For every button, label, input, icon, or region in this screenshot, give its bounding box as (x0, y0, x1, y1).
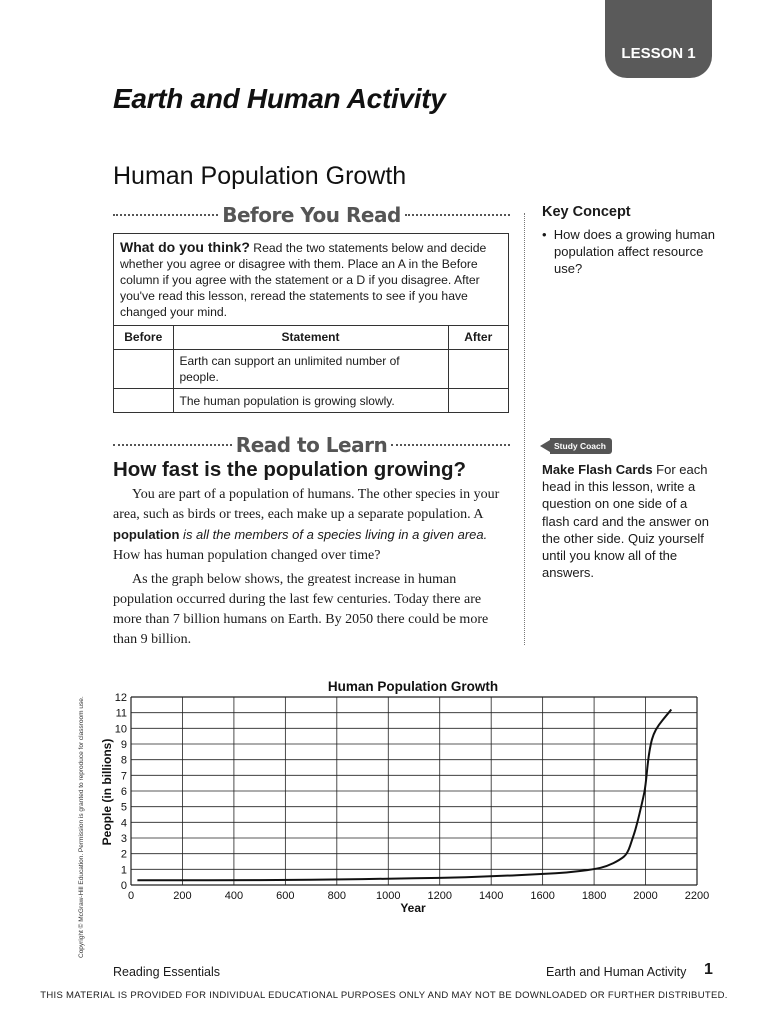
bullet: • (542, 227, 547, 242)
y-axis-label: People (in billions) (100, 738, 114, 846)
heading-dots-right (391, 444, 510, 446)
y-tick-label: 3 (120, 833, 127, 845)
prompt-text: Read the two statements below and decide whether you agree or disagree with them. Place an A in the Before column if you agree with the statement or a D if you disagree. After you've read this lesson, reread the statements to see if you have changed your mind. (120, 241, 487, 319)
x-tick-label: 1000 (376, 890, 401, 902)
footer-book-title: Reading Essentials (113, 965, 221, 979)
before-cell[interactable] (114, 388, 173, 413)
population-line (137, 710, 671, 881)
study-coach-body: For each head in this lesson, write a question on one side of a flash card and the answer on the other side. Quiz yourself until you know all of the answers. (542, 462, 709, 581)
anticipation-table (114, 326, 508, 413)
vocab-term: population (113, 527, 180, 542)
vocab-definition: is all the members of a species living in a given area. (179, 527, 488, 542)
y-tick-label: 12 (114, 692, 127, 704)
y-tick-label: 0 (120, 880, 127, 892)
x-tick-label: 800 (327, 890, 346, 902)
key-concept-question (542, 226, 717, 277)
heading-dots-right (405, 214, 510, 216)
study-coach-label: Study Coach (550, 438, 612, 454)
read-to-learn-label: Read to Learn (235, 433, 388, 457)
para1-text-a: You are part of a population of humans. The other species in your area, such as birds or trees, each make up a separate population. A (113, 487, 500, 522)
copyright-notice: Copyright © McGraw-Hill Education. Permission is granted to reproduce for classroom use. (78, 696, 85, 958)
header-before: Before (124, 330, 163, 345)
x-axis-label: Year (400, 901, 426, 915)
y-tick-label: 6 (120, 786, 127, 798)
statement-cell: The human population is growing slowly. (173, 388, 448, 413)
section-title: Human Population Growth (113, 162, 407, 190)
paragraph-1 (113, 485, 508, 566)
y-tick-label: 7 (120, 770, 127, 783)
footer-chapter-title: Earth and Human Activity (546, 965, 687, 979)
read-to-learn-heading (113, 433, 510, 457)
x-tick-label: 400 (224, 890, 244, 902)
page-number: 1 (704, 961, 713, 978)
after-cell[interactable] (448, 349, 508, 388)
what-do-you-think-prompt (114, 234, 508, 326)
page-title: Earth and Human Activity (113, 83, 446, 114)
y-tick-label: 8 (120, 754, 127, 767)
study-coach-text (542, 461, 717, 581)
table-header-row (114, 326, 508, 349)
lesson-tab: LESSON 1 (605, 0, 712, 78)
chart-title: Human Population Growth (327, 679, 499, 694)
pencil-tip-icon (540, 440, 550, 452)
after-cell[interactable] (448, 388, 508, 413)
x-tick-label: 1400 (478, 890, 504, 902)
study-coach-badge (540, 438, 616, 454)
heading-dots-left (113, 214, 218, 216)
x-tick-label: 1200 (427, 890, 452, 902)
what-do-you-think-box (113, 233, 509, 413)
y-tick-label: 2 (120, 848, 127, 861)
x-tick-label: 2000 (633, 890, 658, 902)
paragraph-2: As the graph below shows, the greatest increase in human population occurred during the last few centuries. Today there are more than 7 billion humans on Earth. By 2050 there could be more than 9 billion. (113, 572, 489, 647)
population-chart (95, 672, 725, 922)
x-tick-label: 1800 (581, 890, 607, 902)
y-tick-label: 9 (120, 739, 127, 751)
question-heading: How fast is the population growing? (113, 458, 467, 481)
x-tick-label: 2200 (684, 890, 710, 902)
y-tick-label: 5 (120, 801, 127, 814)
chart-grid (131, 697, 697, 885)
before-you-read-label: Before You Read (222, 203, 401, 227)
column-divider (524, 213, 525, 645)
key-concept-text: How does a growing human population affect resource use? (553, 227, 715, 276)
y-tick-label: 4 (120, 817, 127, 830)
header-after: After (448, 326, 508, 349)
y-tick-label: 11 (115, 707, 127, 720)
y-tick-label: 10 (114, 723, 127, 736)
before-cell[interactable] (114, 349, 173, 388)
y-tick-label: 1 (120, 864, 127, 877)
x-tick-label: 200 (173, 890, 192, 902)
x-tick-label: 0 (127, 890, 135, 902)
distribution-disclaimer: THIS MATERIAL IS PROVIDED FOR INDIVIDUAL EDUCATIONAL PURPOSES ONLY AND MAY NOT BE DOWNLOADED OR FURTHER DISTRIBUTED. (40, 990, 728, 1001)
study-coach-title: Make Flash Cards (542, 462, 653, 477)
heading-dots-left (113, 444, 232, 446)
before-you-read-heading (113, 203, 510, 227)
header-statement: Statement (173, 326, 448, 349)
para1-text-b: How has human population changed over time? (113, 548, 381, 563)
x-tick-label: 600 (276, 890, 295, 902)
x-tick-label: 1600 (530, 890, 555, 902)
statement-cell: Earth can support an unlimited number of people. (173, 349, 448, 388)
table-row (114, 388, 508, 413)
table-row (114, 349, 508, 388)
prompt-bold: What do you think? (120, 239, 250, 255)
key-concept-title: Key Concept (542, 204, 631, 220)
chart-ticks (115, 692, 709, 902)
